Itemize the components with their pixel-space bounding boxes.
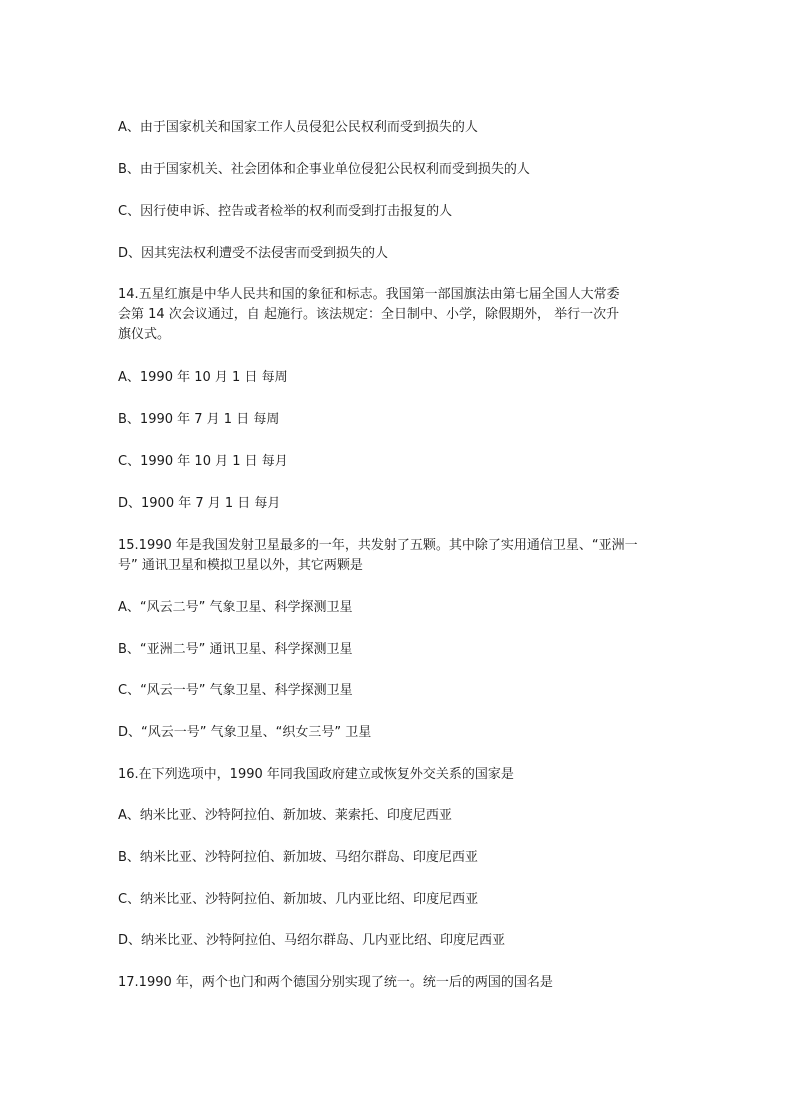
q15-option-d: D、“风云一号” 气象卫星、“织女三号” 卫星	[118, 725, 372, 740]
q13-option-c: C、因行使申诉、控告或者检举的权利而受到打击报复的人	[118, 204, 453, 219]
q13-option-d: D、因其宪法权利遭受不法侵害而受到损失的人	[118, 246, 389, 261]
q16-stem-line1: 16.在下列选项中，1990 年同我国政府建立或恢复外交关系的国家是	[118, 767, 514, 782]
q15-stem-line1: 15.1990 年是我国发射卫星最多的一年，共发射了五颗。其中除了实用通信卫星、“亚洲一	[118, 538, 638, 553]
q16-option-a: A、纳米比亚、沙特阿拉伯、新加坡、莱索托、印度尼西亚	[118, 808, 452, 823]
q16-option-b: B、纳米比亚、沙特阿拉伯、新加坡、马绍尔群岛、印度尼西亚	[118, 850, 478, 865]
q14-stem-line3: 旗仪式。	[118, 327, 171, 342]
q14-option-d: D、1900 年 7 月 1 日 每月	[118, 496, 281, 511]
q15-option-a: A、“风云二号” 气象卫星、科学探测卫星	[118, 600, 353, 615]
q14-option-b: B、1990 年 7 月 1 日 每周	[118, 412, 280, 427]
q14-stem-line1: 14.五星红旗是中华人民共和国的象征和标志。我国第一部国旗法由第七届全国人大常委	[118, 287, 620, 302]
q16-option-d: D、纳米比亚、沙特阿拉伯、马绍尔群岛、几内亚比绍、印度尼西亚	[118, 933, 506, 948]
q15-option-c: C、“风云一号” 气象卫星、科学探测卫星	[118, 683, 353, 698]
q15-stem-line2: 号” 通讯卫星和模拟卫星以外，其它两颗是	[118, 558, 363, 573]
q16-option-c: C、纳米比亚、沙特阿拉伯、新加坡、几内亚比绍、印度尼西亚	[118, 892, 479, 907]
q13-option-b: B、由于国家机关、社会团体和企事业单位侵犯公民权利而受到损失的人	[118, 162, 530, 177]
q14-stem-line2: 会第 14 次会议通过，自 起施行。该法规定：全日制中、小学，除假期外， 举行一次升	[118, 307, 620, 322]
q13-option-a: A、由于国家机关和国家工作人员侵犯公民权利而受到损失的人	[118, 120, 478, 135]
q14-option-c: C、1990 年 10 月 1 日 每月	[118, 454, 288, 469]
q15-option-b: B、“亚洲二号” 通讯卫星、科学探测卫星	[118, 642, 353, 657]
q14-option-a: A、1990 年 10 月 1 日 每周	[118, 370, 288, 385]
q17-stem-line1: 17.1990 年，两个也门和两个德国分别实现了统一。统一后的两国的国名是	[118, 975, 553, 990]
